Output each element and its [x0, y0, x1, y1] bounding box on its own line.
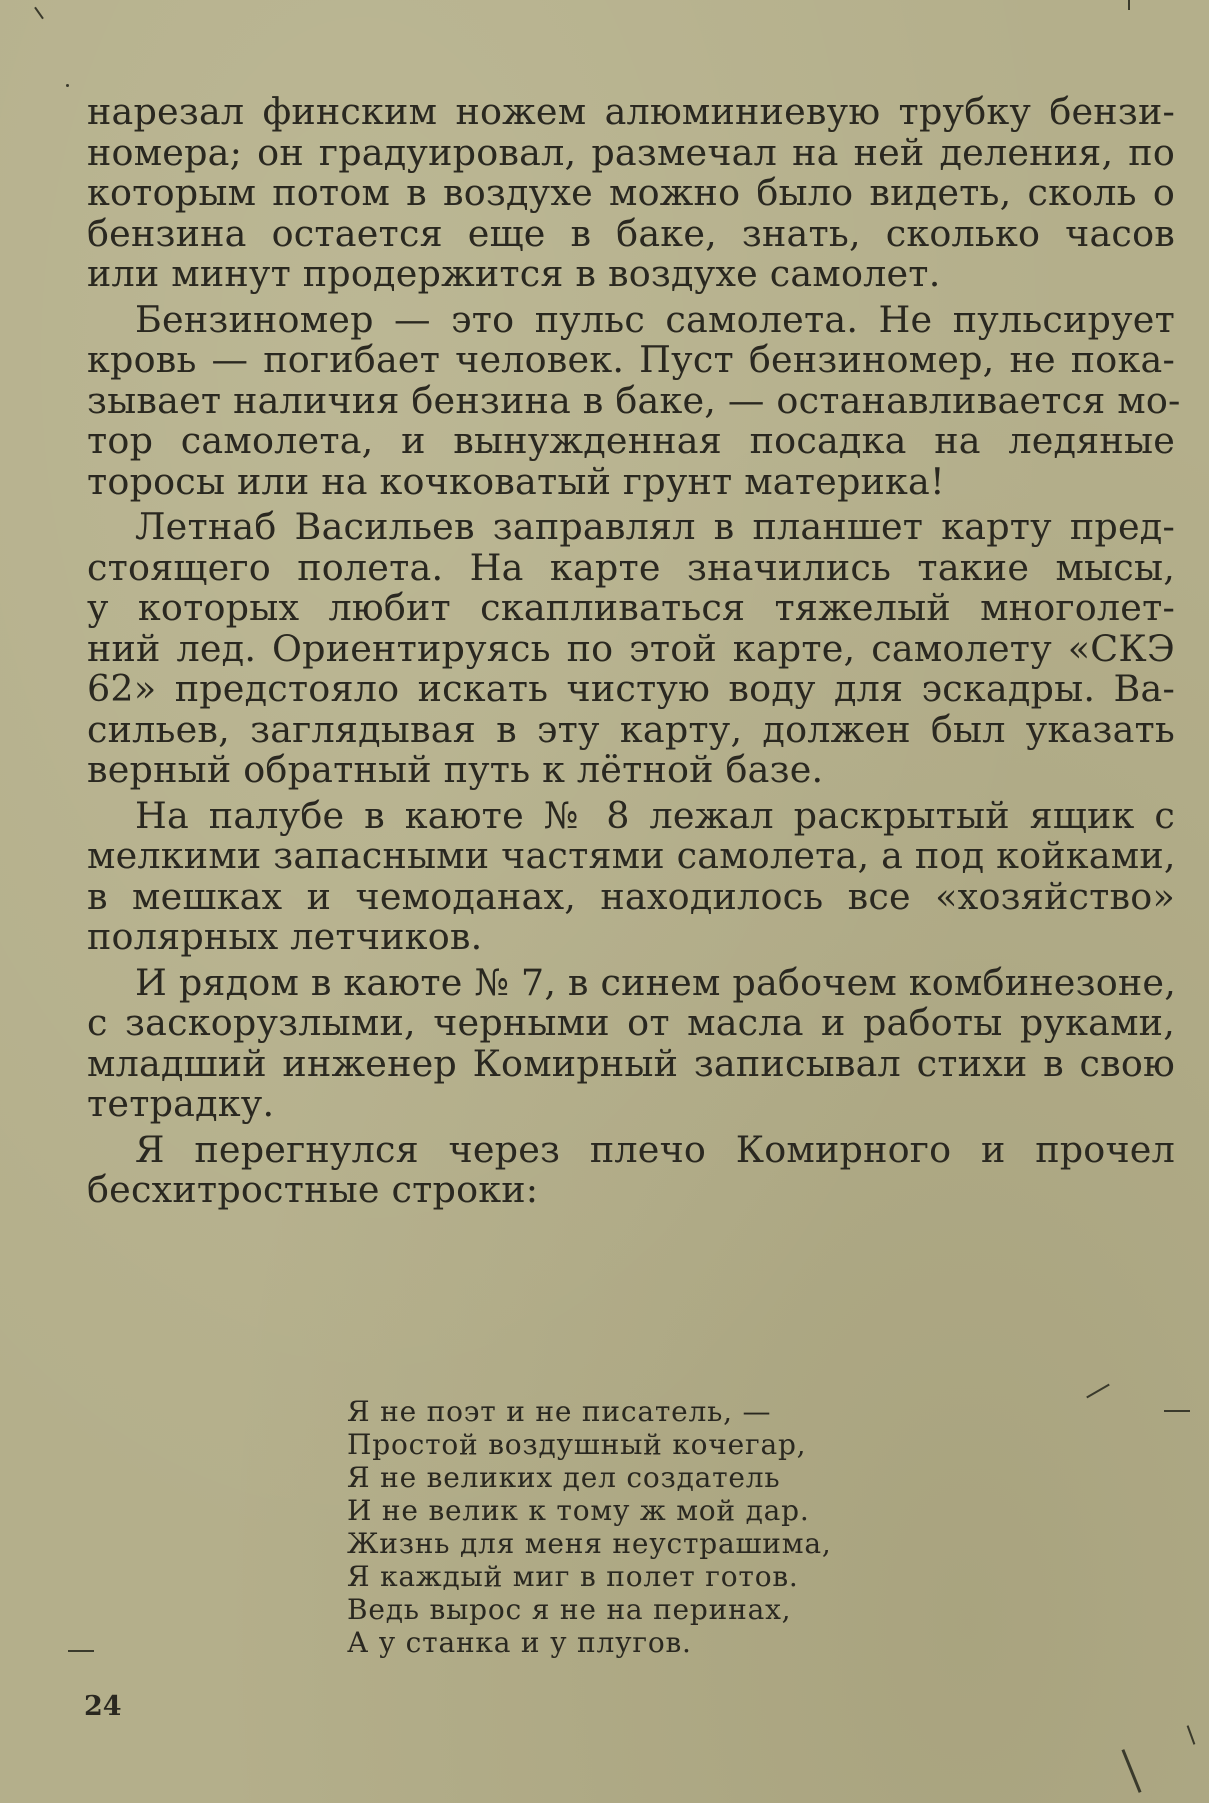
paragraph-6 — [87, 1127, 1175, 1211]
poem-line: А у станка и у плугов. — [347, 1626, 692, 1659]
text-line: бензина остается еще в баке, знать, сколько часов — [87, 211, 1175, 255]
scan-scratch — [1121, 1749, 1141, 1793]
poem-line: Я не великих дел создатель — [347, 1461, 781, 1494]
text-line: полярных летчиков. — [87, 915, 483, 958]
text-line: младший инженер Комирный записывал стихи в свою — [87, 1041, 1175, 1085]
text-line: зывает наличия бензина в баке, — останавливается мо- — [87, 378, 1181, 422]
text-line: которым потом в воздухе можно было видеть, сколь о — [87, 171, 1175, 214]
text-line: верный обратный путь к лётной базе. — [87, 748, 824, 791]
text-line: в мешках и чемоданах, находилось все «хозяйство» — [87, 874, 1175, 918]
text-line: нарезал финским ножем алюминиевую трубку бензи- — [87, 90, 1175, 133]
poem-block — [347, 1395, 947, 1659]
scan-scratch — [1128, 0, 1130, 10]
prose-body — [87, 90, 1181, 1211]
poem-line: Простой воздушный кочегар, — [347, 1428, 807, 1461]
paragraph-1 — [87, 92, 1175, 295]
text-line: стоящего полета. На карте значились такие мысы, — [87, 545, 1175, 589]
poem-line: Я не поэт и не писатель, — — [347, 1395, 772, 1428]
text-line: 62» предстояло искать чистую воду для эскадры. Ва- — [87, 667, 1175, 710]
scan-scratch — [68, 1650, 94, 1652]
text-line: Я перегнулся через плечо Комирного и прочел — [135, 1127, 1175, 1171]
text-line: с заскорузлыми, черными от масла и работы руками, — [87, 1001, 1175, 1044]
scan-scratch — [1187, 1725, 1196, 1744]
text-line: мелкими запасными частями самолета, а под койками, — [87, 834, 1176, 877]
text-line: сильев, заглядывая в эту карту, должен был указать — [87, 707, 1175, 751]
text-line: Бензиномер — это пульс самолета. Не пульсирует — [135, 297, 1175, 341]
text-line: торосы или на кочковатый грунт материка! — [87, 459, 945, 503]
scan-scratch — [1164, 1410, 1190, 1412]
poem-line: Я каждый миг в полет готов. — [347, 1560, 799, 1593]
scan-scratch — [66, 84, 69, 87]
text-line: ний лед. Ориентируясь по этой карте, самолету «СКЭ — [87, 626, 1175, 670]
poem-line: Ведь вырос я не на перинах, — [347, 1593, 792, 1626]
text-line: бесхитростные строки: — [87, 1168, 539, 1211]
page-number: 24 — [84, 1691, 122, 1722]
text-line: кровь — погибает человек. Пуст бензиномер, не пока- — [87, 338, 1175, 381]
paragraph-2 — [87, 297, 1181, 503]
paragraph-5 — [87, 960, 1176, 1125]
poem-line: Жизнь для меня неустрашима, — [347, 1527, 832, 1560]
text-line: Летнаб Васильев заправлял в планшет карту пред- — [135, 505, 1175, 548]
text-line: тор самолета, и вынужденная посадка на ледяные — [87, 419, 1175, 462]
text-line: И рядом в каюте № 7, в синем рабочем комбинезоне, — [135, 960, 1176, 1004]
poem-line: И не велик к тому ж мой дар. — [347, 1494, 810, 1527]
text-line: или минут продержится в воздухе самолет. — [87, 252, 941, 295]
text-line: у которых любит скапливаться тяжелый многолет- — [87, 586, 1175, 629]
text-line: На палубе в каюте № 8 лежал раскрытый ящик с — [135, 793, 1175, 837]
paragraph-3 — [87, 507, 1175, 791]
paragraph-4 — [87, 793, 1176, 958]
text-line: тетрадку. — [87, 1082, 275, 1125]
scan-scratch — [1086, 1384, 1110, 1399]
scan-scratch — [34, 7, 44, 20]
text-line: номера; он градуировал, размечал на ней деления, по — [87, 130, 1175, 174]
